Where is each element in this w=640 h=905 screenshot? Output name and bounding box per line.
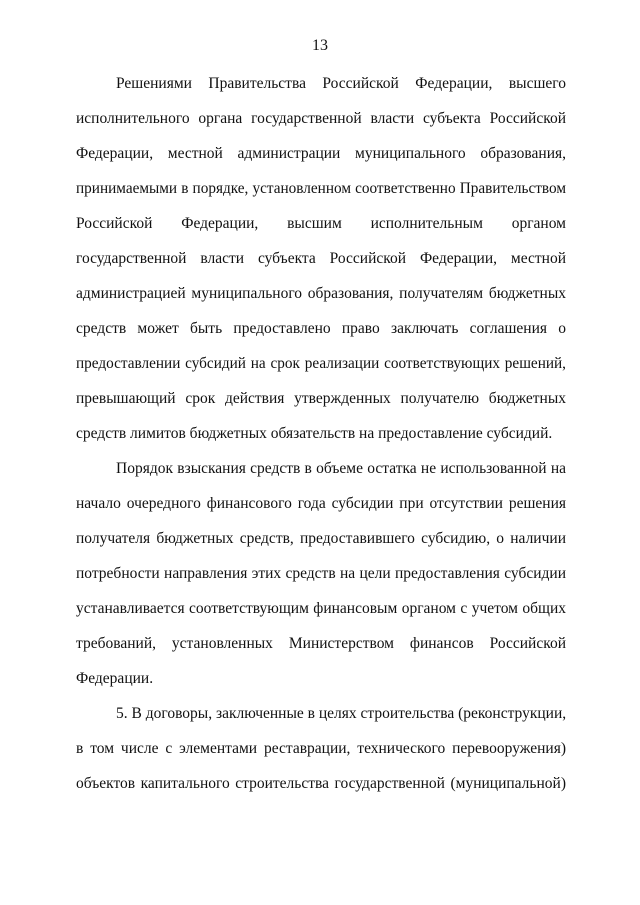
text-line: исполнительного органа государственной власти субъекта Российской — [76, 110, 566, 127]
text-line: требований, установленных Министерством финансов Российской — [76, 635, 566, 652]
text-line: средств может быть предоставлено право заключать соглашения о — [76, 320, 566, 337]
page-number: 13 — [312, 37, 328, 54]
text-line: превышающий срок действия утвержденных получателю бюджетных — [76, 390, 566, 407]
text-line: Порядок взыскания средств в объеме остатка не использованной на — [116, 460, 566, 477]
text-line: устанавливается соответствующим финансовым органом с учетом общих — [76, 600, 566, 617]
text-line: Федерации, местной администрации муниципального образования, — [76, 145, 566, 162]
text-line: потребности направления этих средств на цели предоставления субсидии — [76, 565, 566, 582]
text-line: средств лимитов бюджетных обязательств на предоставление субсидий. — [76, 425, 553, 442]
text-line: 5. В договоры, заключенные в целях строительства (реконструкции, — [116, 705, 567, 722]
text-line: начало очередного финансового года субсидии при отсутствии решения — [76, 495, 566, 512]
text-line: объектов капитального строительства государственной (муниципальной) — [76, 775, 566, 792]
text-line: государственной власти субъекта Российской Федерации, местной — [76, 250, 566, 267]
text-line: Федерации. — [76, 670, 154, 687]
text-line: в том числе с элементами реставрации, технического перевооружения) — [76, 740, 566, 757]
text-line: администрацией муниципального образования, получателям бюджетных — [76, 285, 566, 302]
text-line: Российской Федерации, высшим исполнительным органом — [76, 215, 566, 232]
text-line: предоставлении субсидий на срок реализации соответствующих решений, — [76, 355, 566, 372]
text-line: Решениями Правительства Российской Федерации, высшего — [116, 75, 566, 92]
text-line: принимаемыми в порядке, установленном соответственно Правительством — [76, 180, 566, 197]
text-line: получателя бюджетных средств, предоставившего субсидию, о наличии — [76, 530, 566, 547]
